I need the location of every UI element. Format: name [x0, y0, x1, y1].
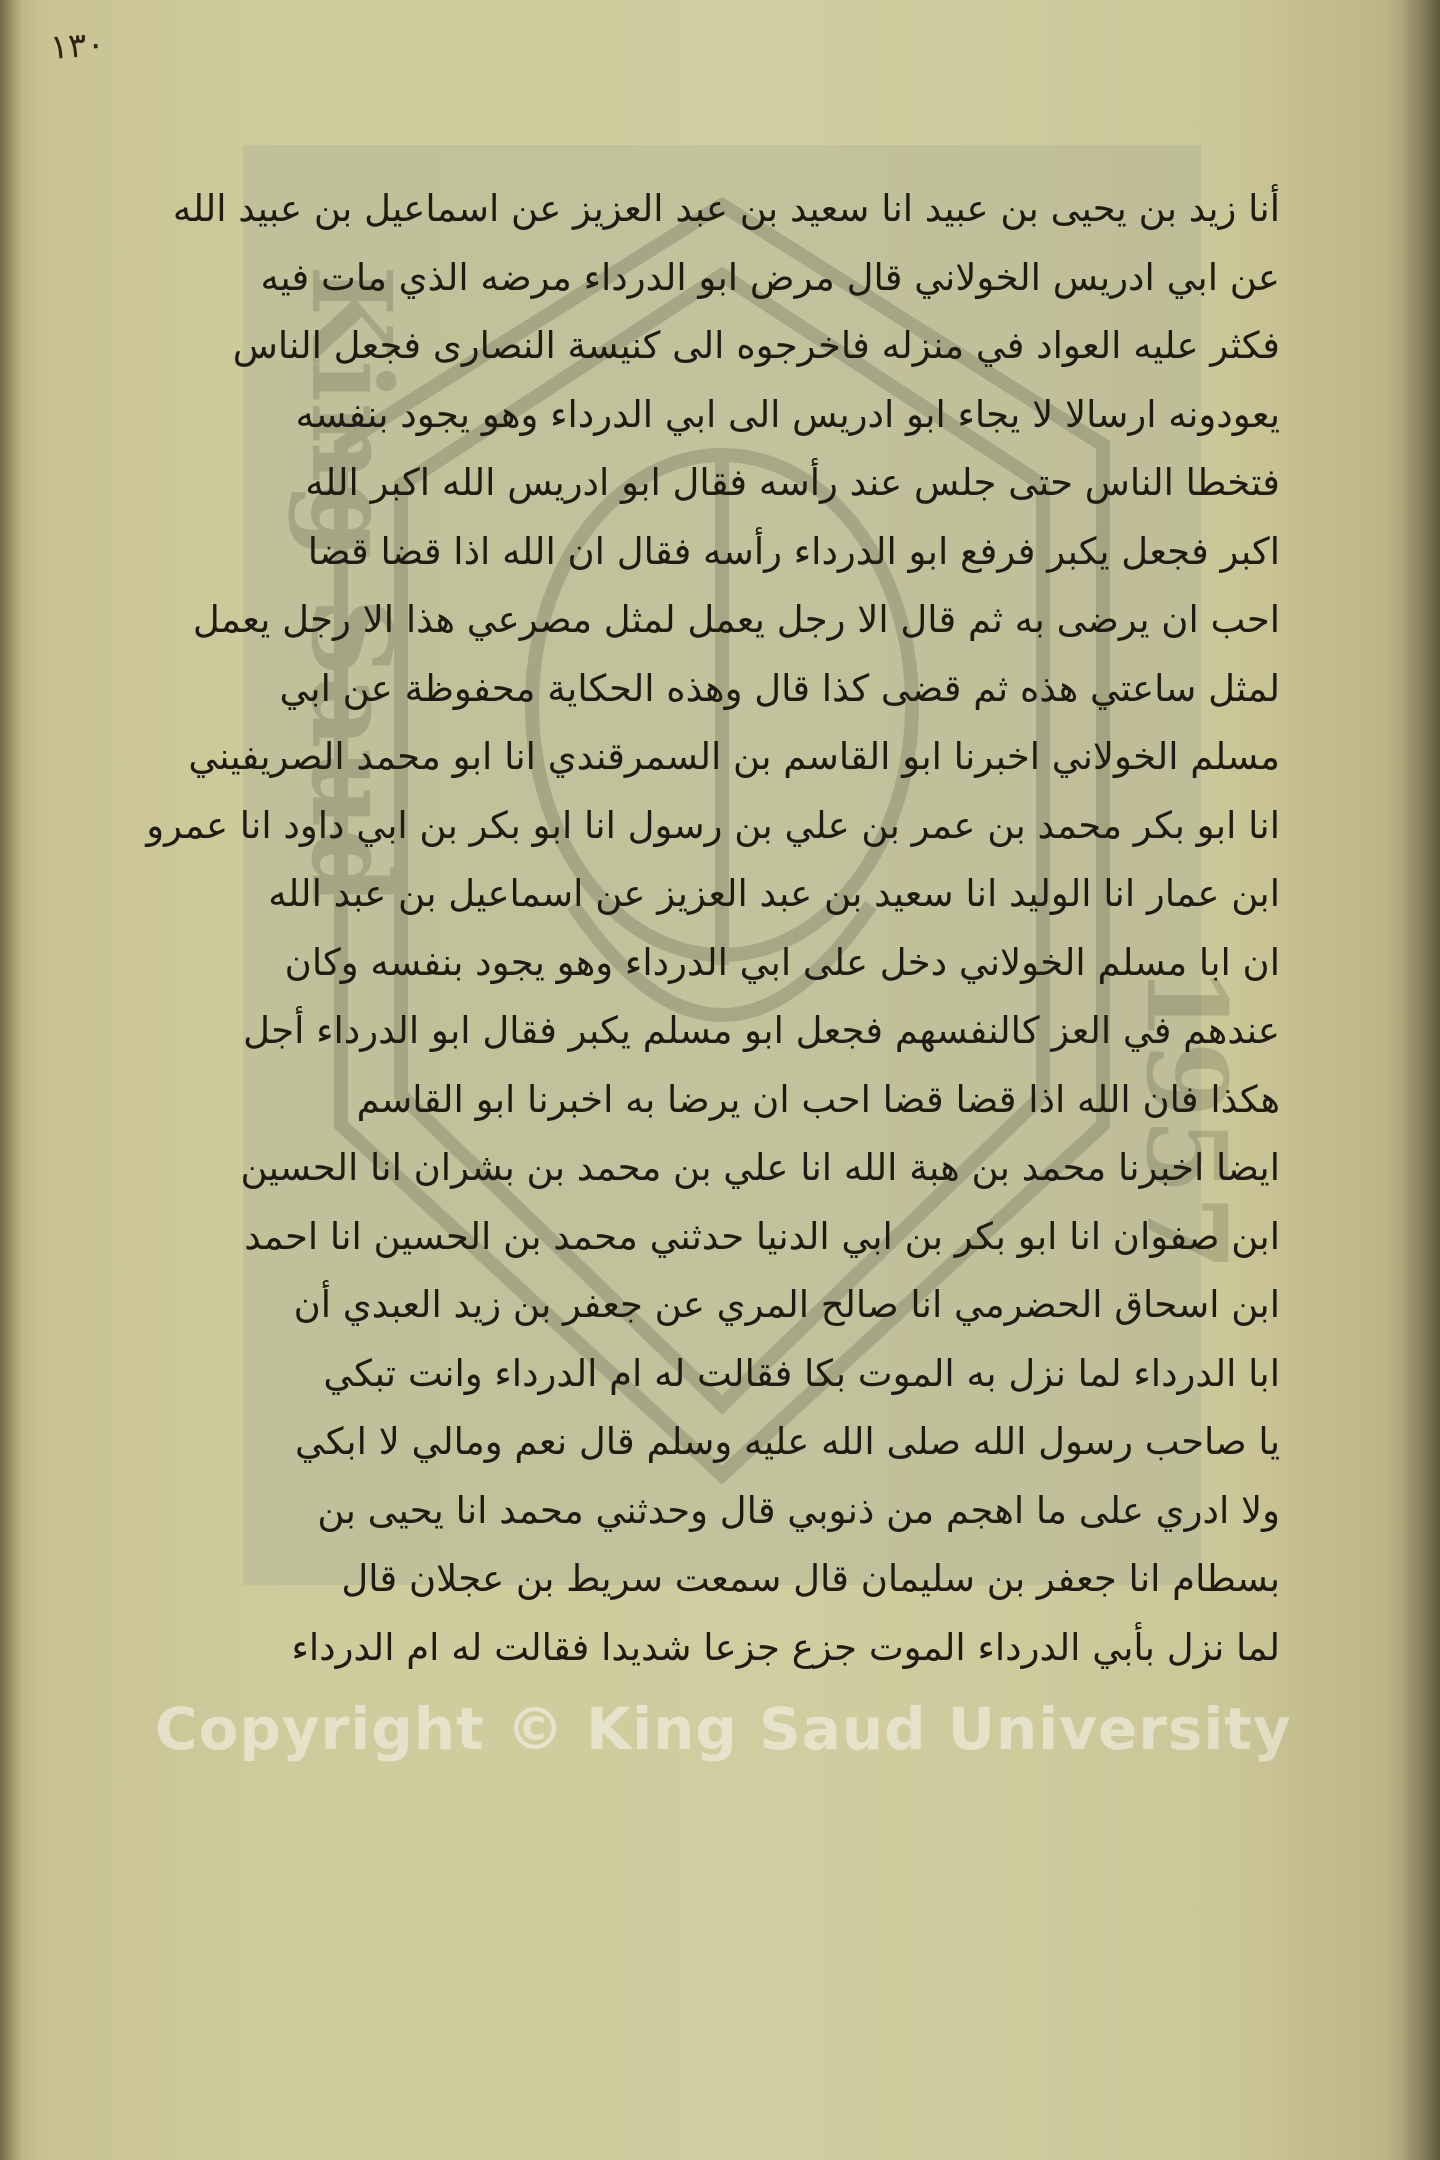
text-line: ابن اسحاق الحضرمي انا صالح المري عن جعفر بن زيد العبدي أن	[293, 1283, 1280, 1326]
text-line: لمثل ساعتي هذه ثم قضى كذا قال وهذه الحكاية محفوظة عن ابي	[279, 666, 1280, 710]
page-left-edge	[0, 0, 22, 2160]
copyright-watermark: Copyright © King Saud University	[155, 1695, 1292, 1763]
text-line: ابن عمار انا الوليد انا سعيد بن عبد العزيز عن اسماعيل بن عبد الله	[268, 872, 1280, 915]
text-line: عن ابي ادريس الخولاني قال مرض ابو الدرداء مرضه الذي مات فيه	[260, 255, 1280, 299]
page-right-edge	[1402, 0, 1440, 2160]
text-line: ولا ادري على ما اهجم من ذنوبي قال وحدثني محمد انا يحيى بن	[317, 1488, 1280, 1532]
text-line: يعودونه ارسالا لا يجاء ابو ادريس الى ابي الدرداء وهو يجود بنفسه	[295, 392, 1280, 436]
svg-text:1957: 1957	[1122, 965, 1251, 1272]
text-line: بسطام انا جعفر بن سليمان قال سمعت سريط بن عجلان قال	[341, 1557, 1280, 1600]
text-line: عندهم في العز كالنفسهم فجعل ابو مسلم يكبر فقال ابو الدرداء أجل	[243, 1009, 1280, 1052]
text-line: انا ابو بكر محمد بن عمر بن علي بن رسول انا ابو بكر بن ابي داود انا عمرو	[146, 803, 1280, 847]
text-line: فكثر عليه العواد في منزله فاخرجوه الى كنيسة النصارى فجعل الناس	[232, 324, 1280, 367]
text-line: ابن صفوان انا ابو بكر بن ابي الدنيا حدثني محمد بن الحسين انا احمد	[244, 1214, 1280, 1258]
text-line: اكبر فجعل يكبر فرفع ابو الدرداء رأسه فقال ان الله اذا قضا قضا	[307, 529, 1280, 573]
text-line: ابا الدرداء لما نزل به الموت بكا فقالت له ام الدرداء وانت تبكي	[323, 1351, 1280, 1395]
manuscript-text	[146, 175, 1280, 1682]
text-line: ان ابا مسلم الخولاني دخل على ابي الدرداء وهو يجود بنفسه وكان	[284, 940, 1280, 984]
svg-text:King Saud: King Saud	[287, 265, 416, 906]
text-line: احب ان يرضى به ثم قال الا رجل يعمل لمثل مصرعي هذا الا رجل يعمل	[192, 598, 1280, 641]
text-line: أنا زيد بن يحيى بن عبيد انا سعيد بن عبد العزيز عن اسماعيل بن عبيد الله	[172, 187, 1280, 230]
text-line: مسلم الخولاني اخبرنا ابو القاسم بن السمرقندي انا ابو محمد الصريفيني	[188, 735, 1280, 778]
text-line: فتخطا الناس حتى جلس عند رأسه فقال ابو ادريس الله اكبر الله	[305, 461, 1280, 504]
text-line: لما نزل بأبي الدرداء الموت جزع جزعا شديدا فقالت له ام الدرداء	[291, 1625, 1280, 1669]
text-line: ايضا اخبرنا محمد بن هبة الله انا علي بن محمد بن بشران انا الحسين	[240, 1146, 1280, 1189]
folio-number: ١٣٠	[48, 24, 107, 68]
text-line: يا صاحب رسول الله صلى الله عليه وسلم قال نعم ومالي لا ابكي	[295, 1420, 1280, 1463]
text-line: هكذا فان الله اذا قضا قضا احب ان يرضا به اخبرنا ابو القاسم	[356, 1077, 1280, 1121]
